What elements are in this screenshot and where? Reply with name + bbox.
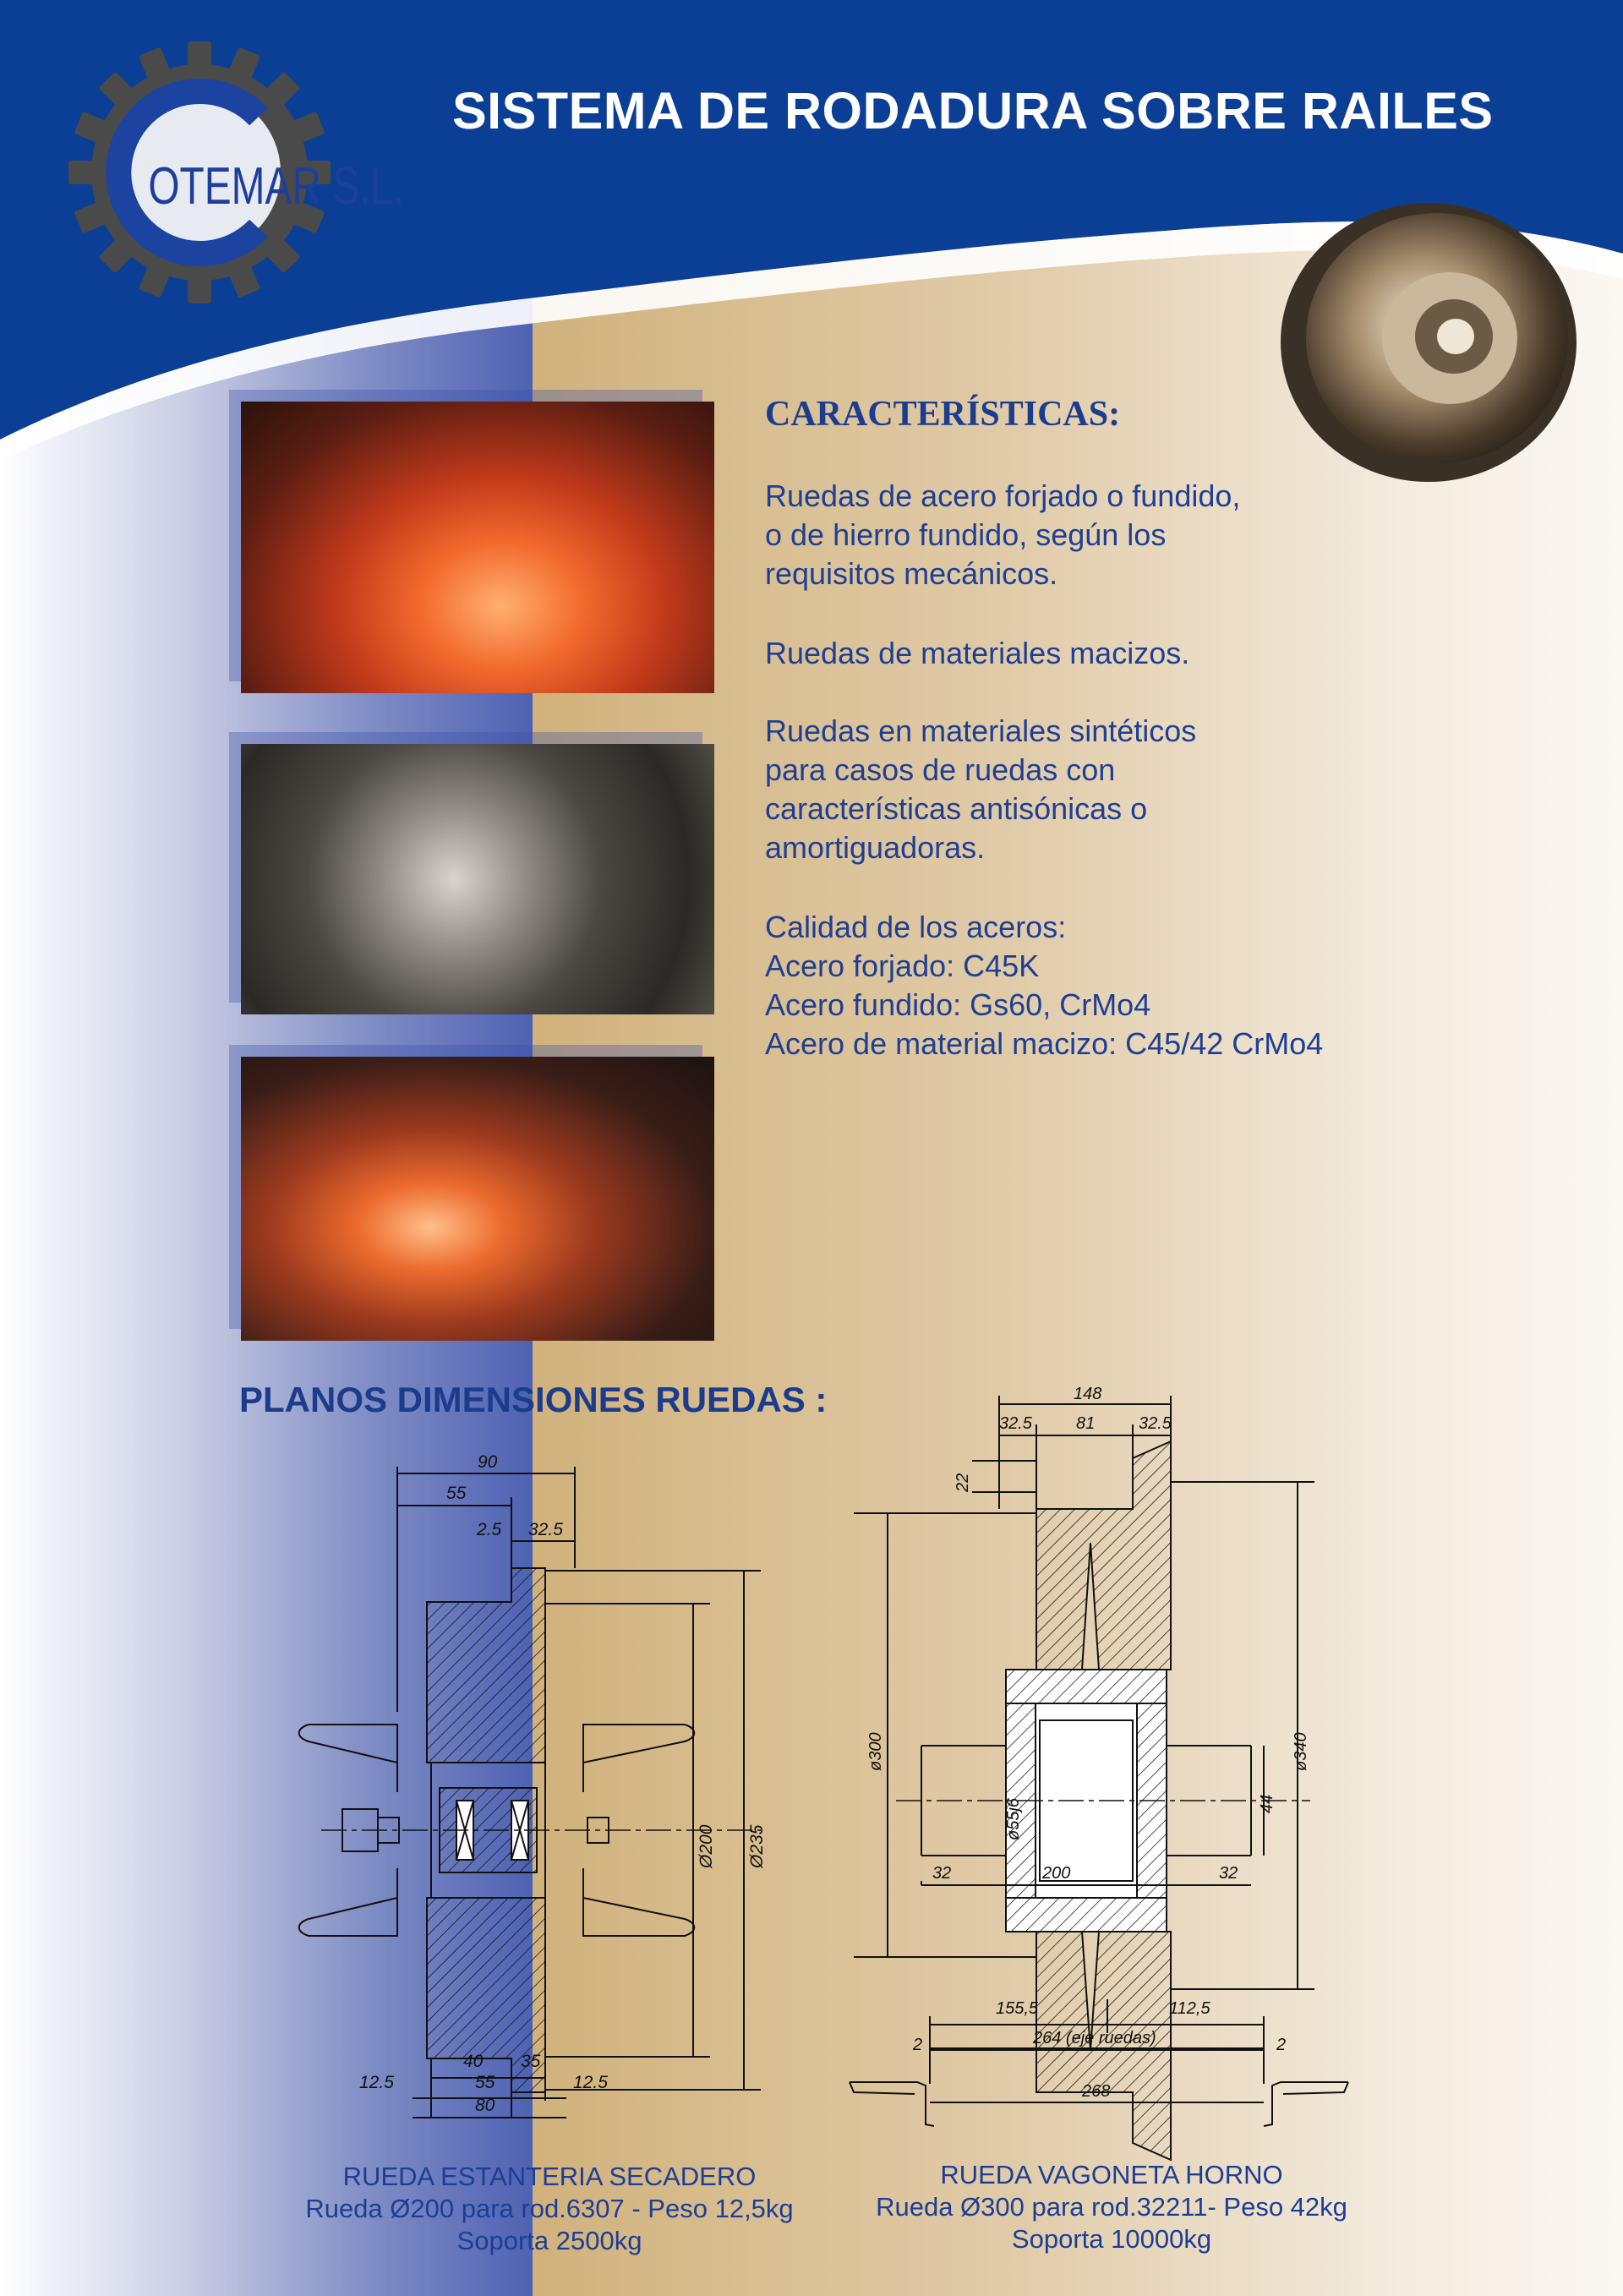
feature-synthetic: Ruedas en materiales sintéticos para casos de ruedas con características antisónicas o amortiguadoras. (765, 713, 1197, 865)
gear-c-logo-icon (64, 37, 405, 304)
svg-text:80: 80 (475, 2096, 495, 2115)
svg-text:32: 32 (1219, 1864, 1238, 1883)
svg-text:ø300: ø300 (866, 1732, 885, 1771)
svg-text:155,5: 155,5 (996, 1999, 1039, 2018)
page-title: SISTEMA DE RODADURA SOBRE RAILES (452, 82, 1494, 139)
svg-text:112,5: 112,5 (1169, 1999, 1210, 2018)
feature-steel-quality: Calidad de los aceros: Acero forjado: C45K Acero fundido: Gs60, CrMo4 Acero de material macizo: C45/42 CrMo4 (765, 910, 1324, 1061)
hot-forging-photo (241, 1057, 714, 1341)
svg-text:32.5: 32.5 (528, 1520, 563, 1539)
svg-text:55: 55 (446, 1484, 467, 1503)
wheel-machining-photo (241, 744, 714, 1014)
caption-title: RUEDA VAGONETA HORNO (940, 2160, 1283, 2189)
characteristics-title: CARACTERÍSTICAS: (765, 395, 1121, 434)
svg-text:268: 268 (1082, 2082, 1111, 2101)
drying-rack-wheel-drawing (287, 1452, 786, 2139)
svg-text:40: 40 (463, 2052, 484, 2071)
svg-text:264 (eje ruedas): 264 (eje ruedas) (1033, 2029, 1156, 2047)
svg-text:55: 55 (475, 2073, 495, 2092)
feature-material: Ruedas de acero forjado o fundido, o de hierro fundido, según los requisitos mecánicos. (765, 478, 1241, 591)
svg-text:32: 32 (932, 1864, 952, 1883)
caption-load: Soporta 10000kg (1011, 2224, 1212, 2254)
svg-text:12.5: 12.5 (359, 2073, 394, 2092)
svg-text:Ø200: Ø200 (697, 1824, 716, 1868)
svg-text:22: 22 (954, 1473, 972, 1492)
caption-spec: Rueda Ø200 para rod.6307 - Peso 12,5kg (305, 2194, 794, 2223)
svg-text:32.5: 32.5 (1139, 1414, 1172, 1433)
forged-wheels-photo (241, 402, 714, 693)
caption-kiln-wagon-wheel (816, 2159, 1407, 2255)
caption-load: Soporta 2500kg (456, 2226, 642, 2255)
svg-text:Ø235: Ø235 (747, 1824, 767, 1868)
svg-text:2: 2 (1276, 2036, 1287, 2054)
svg-text:200: 200 (1042, 1864, 1071, 1883)
caption-spec: Rueda Ø300 para rod.32211- Peso 42kg (876, 2192, 1347, 2222)
svg-text:44: 44 (1258, 1794, 1276, 1813)
feature-solid: Ruedas de materiales macizos. (765, 636, 1190, 670)
kiln-wagon-wheel-drawing (837, 1374, 1378, 2139)
drawings-title: PLANOS DIMENSIONES RUEDAS : (239, 1380, 828, 1419)
svg-text:148: 148 (1074, 1385, 1102, 1403)
svg-text:12.5: 12.5 (573, 2073, 608, 2092)
caption-title: RUEDA ESTANTERIA SECADERO (342, 2162, 757, 2191)
rail-wheel-photo (1268, 194, 1589, 490)
svg-text:2.5: 2.5 (477, 1520, 502, 1539)
svg-text:35: 35 (521, 2052, 541, 2071)
svg-text:ø55j6: ø55j6 (1004, 1797, 1023, 1840)
svg-text:90: 90 (478, 1452, 498, 1472)
svg-text:ø340: ø340 (1292, 1732, 1310, 1771)
svg-text:2: 2 (913, 2036, 923, 2054)
svg-text:OTEMAR S.L.: OTEMAR S.L. (148, 156, 405, 216)
svg-text:81: 81 (1076, 1414, 1096, 1433)
svg-text:32.5: 32.5 (999, 1414, 1032, 1433)
caption-drying-rack-wheel (254, 2161, 845, 2257)
